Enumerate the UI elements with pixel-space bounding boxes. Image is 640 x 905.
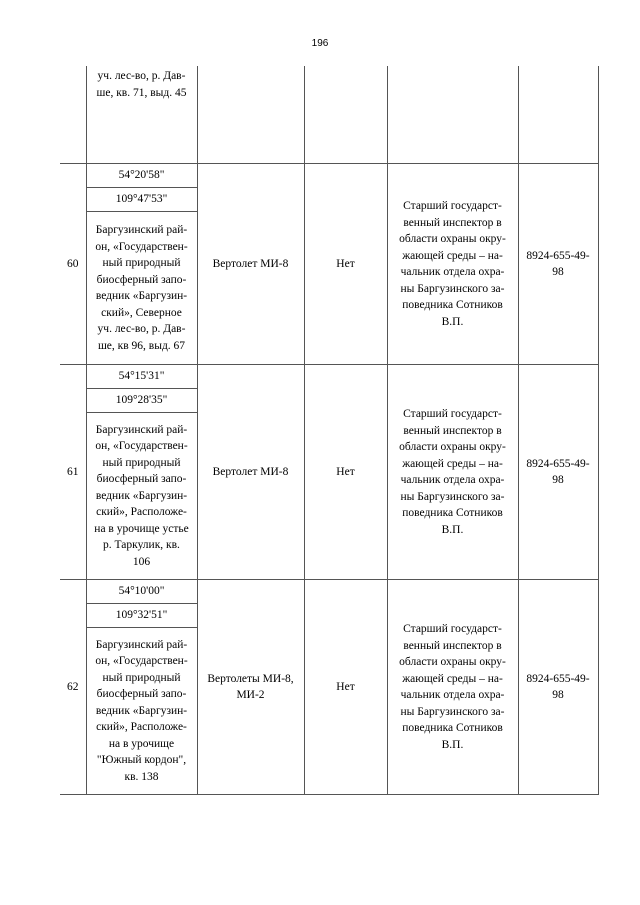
latitude-cell: 54°15'31" (86, 365, 197, 389)
row-number: 62 (60, 580, 86, 795)
location-cell: Баргузинский рай- он, «Государствен- ный природный биосферный запо- ведник «Баргузин- ский», Северное уч. лес-во, р. Дав- ше, кв 96, выд. 67 (86, 212, 197, 365)
table-row (60, 164, 598, 188)
latitude-cell: 54°20'58" (86, 164, 197, 188)
phone-cell: 8924-655-49- 98 (518, 580, 598, 795)
location-cell: Баргузинский рай- он, «Государствен- ный природный биосферный запо- ведник «Баргузин- ский», Расположе- на в урочище "Южный кордон", кв. 138 (86, 628, 197, 795)
aircraft-cell: Вертолет МИ-8 (197, 164, 304, 365)
continuation-row (60, 66, 598, 164)
location-cell: Баргузинский рай- он, «Государствен- ный природный биосферный запо- ведник «Баргузин- ский», Расположе- на в урочище устье р. Таркулик, кв. 106 (86, 413, 197, 580)
responsible-cell: Старший государст- венный инспектор в области охраны окру- жающей среды – на- чальник отдела охра- ны Баргузинского за- поведника Сотников В.П. (387, 164, 518, 365)
extra-cell: Нет (304, 365, 387, 580)
page-number: 196 (311, 38, 329, 49)
extra-cell: Нет (304, 164, 387, 365)
extra-cell: Нет (304, 580, 387, 795)
row-number: 61 (60, 365, 86, 580)
longitude-cell: 109°47'53" (86, 188, 197, 212)
aircraft-cell: Вертолеты МИ-8, МИ-2 (197, 580, 304, 795)
table-row (60, 580, 598, 604)
table-row (60, 365, 598, 389)
responsible-cell: Старший государст- венный инспектор в области охраны окру- жающей среды – на- чальник отдела охра- ны Баргузинского за- поведника Сотников В.П. (387, 365, 518, 580)
responsible-cell: Старший государст- венный инспектор в области охраны окру- жающей среды – на- чальник отдела охра- ны Баргузинского за- поведника Сотников В.П. (387, 580, 518, 795)
aircraft-cell: Вертолет МИ-8 (197, 365, 304, 580)
helipad-table (60, 66, 599, 795)
longitude-cell: 109°32'51" (86, 604, 197, 628)
longitude-cell: 109°28'35" (86, 389, 197, 413)
row-number: 60 (60, 164, 86, 365)
location-cell: уч. лес-во, р. Дав- ше, кв. 71, выд. 45 (86, 66, 197, 164)
phone-cell: 8924-655-49- 98 (518, 164, 598, 365)
latitude-cell: 54°10'00" (86, 580, 197, 604)
phone-cell: 8924-655-49- 98 (518, 365, 598, 580)
